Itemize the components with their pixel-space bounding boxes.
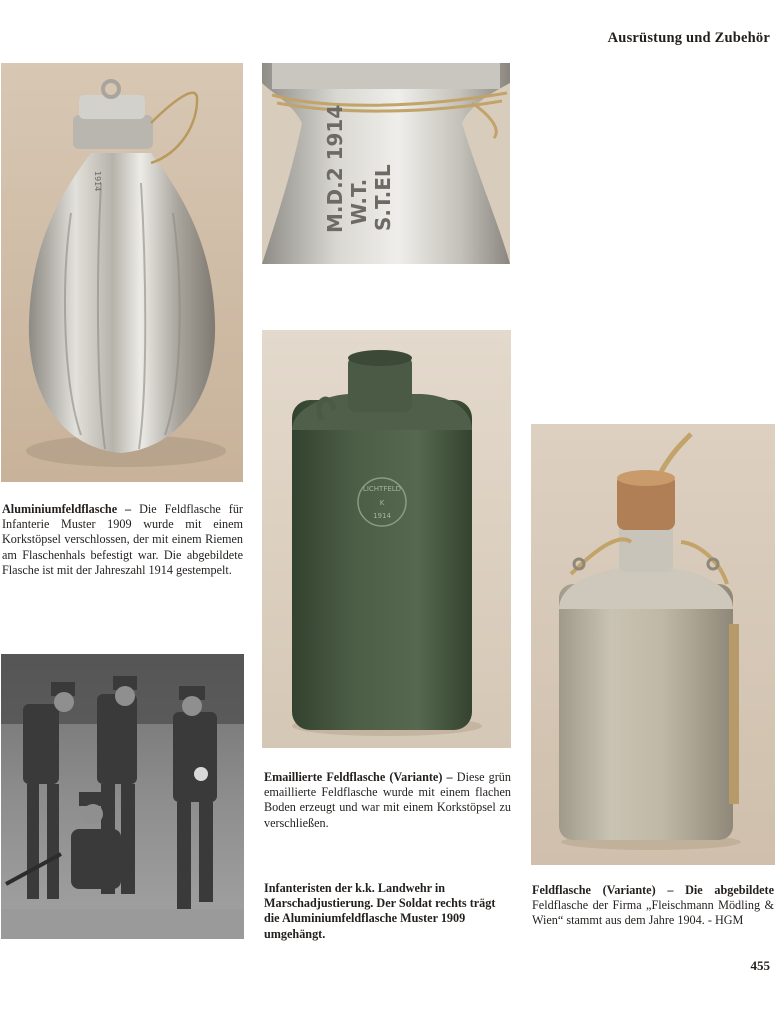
enamel-stamp-line-1: LICHTFELD (362, 485, 402, 493)
photo-stamp-closeup (262, 63, 510, 264)
caption-aluminium-text: Die Feldflasche für Infanterie Muster 1909 wurde mit einem Korkstöpsel verschlossen, der mit einem Riemen am Flaschenhals befestigt war. Die abgebildete Flasche ist mit der Jahreszahl 1914 gestempelt. (2, 502, 243, 577)
caption-enamel (264, 770, 511, 831)
enamel-stamp-line-2: K (379, 499, 385, 507)
photo-variant-canteen (531, 424, 775, 865)
stamp-line-2: W.T. (347, 178, 371, 225)
photo-soldiers (1, 654, 244, 939)
caption-enamel-title: Emaillierte Feldflasche (Variante) – (264, 770, 457, 784)
caption-variant (532, 883, 774, 929)
caption-soldiers (264, 881, 504, 942)
section-title: Ausrüstung und Zubehör (607, 30, 770, 46)
photo-enamel-canteen (262, 330, 511, 748)
caption-variant-text: Feldflasche der Firma „Fleischmann Mödling & Wien“ stammt aus dem Jahre 1904. - HGM (532, 898, 774, 928)
caption-aluminium-title: Aluminiumfeldflasche – (2, 502, 140, 516)
stamp-line-3: S.T.EL (371, 164, 395, 231)
page-number: 455 (750, 958, 770, 973)
photo-aluminium-canteen (1, 63, 243, 482)
caption-enamel-text: Diese grün emaillierte Feldflasche wurde mit einem flachen Boden erzeugt und war mit einem Korkstöpsel zu verschließen. (264, 770, 511, 830)
enamel-stamp-line-3: 1914 (373, 512, 391, 520)
stamp-line-1: M.D.2 1914 (323, 104, 347, 233)
caption-aluminium (2, 502, 243, 578)
caption-variant-title: Feldflasche (Variante) – Die abgebildete (532, 883, 774, 897)
canteen-stamp: 1914 (93, 171, 102, 192)
caption-soldiers-text: Infanteristen der k.k. Landwehr in Marschadjustierung. Der Soldat rechts trägt die Aluminiumfeldflasche Muster 1909 umgehängt. (264, 881, 496, 941)
